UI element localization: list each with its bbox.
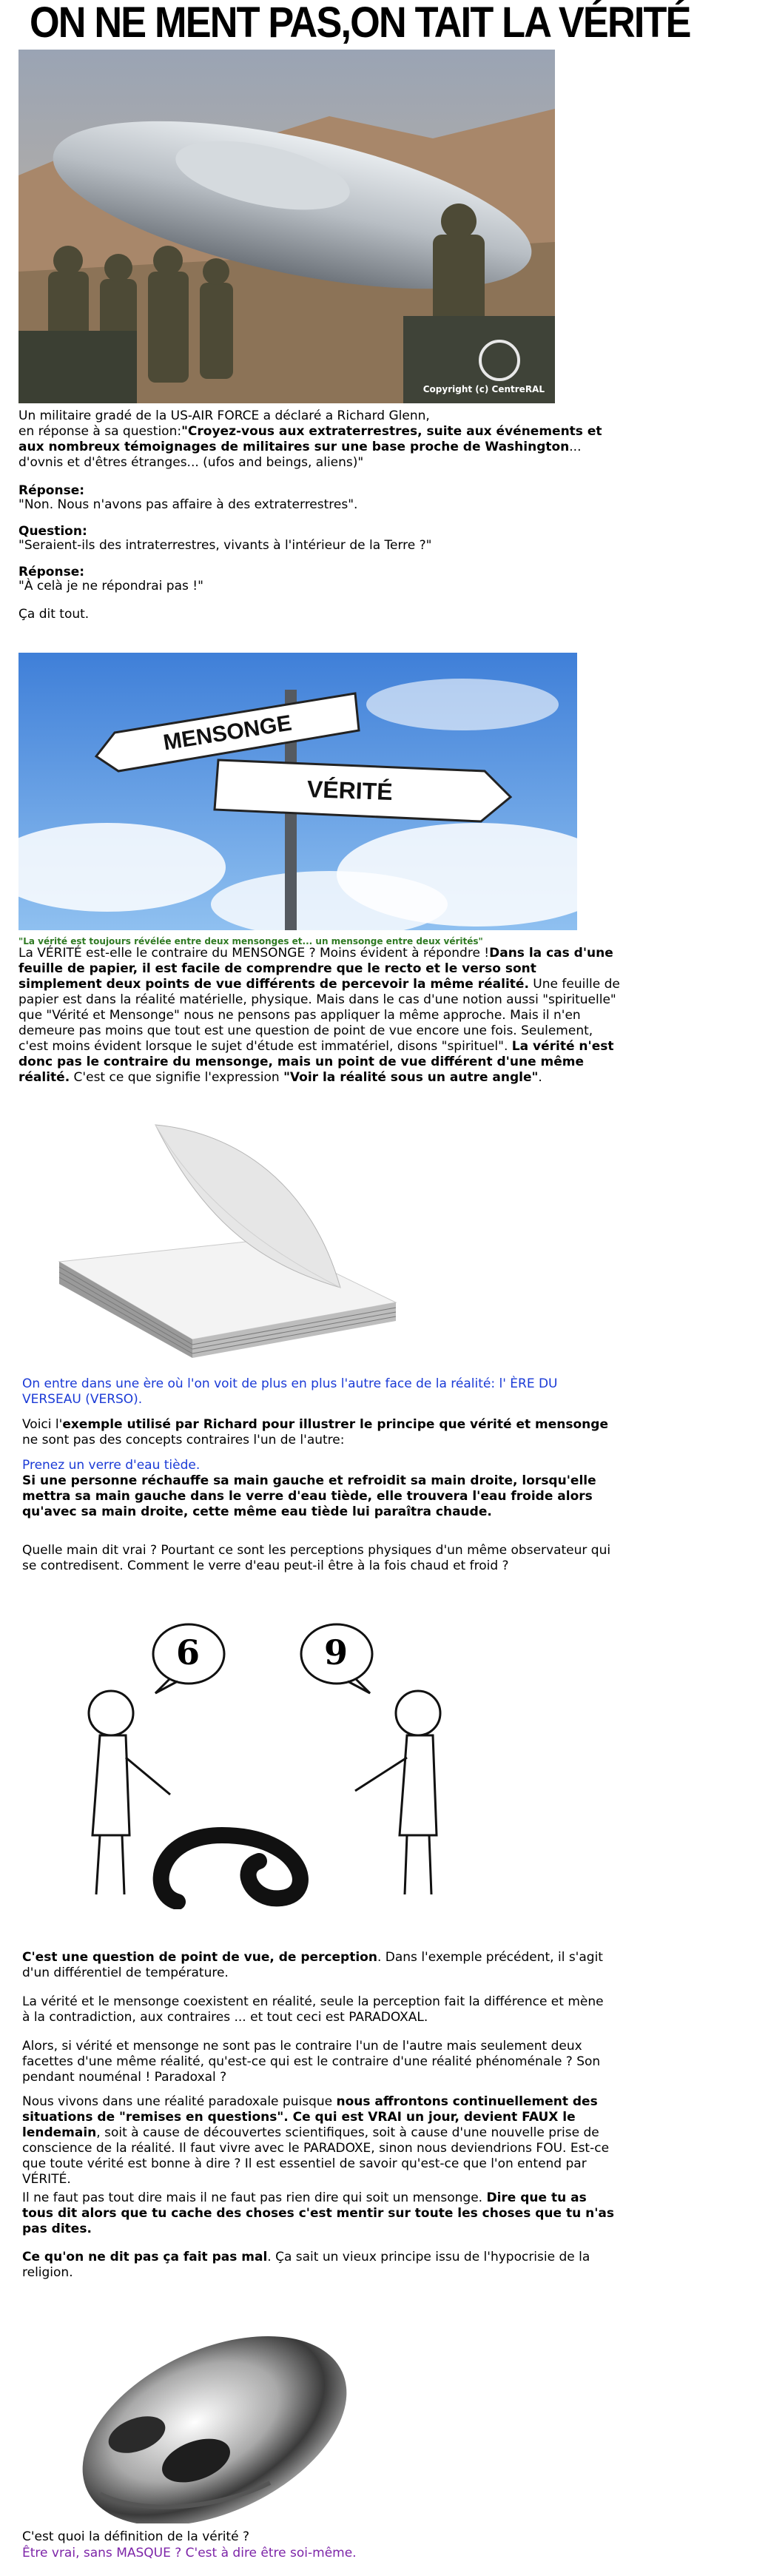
signpost-image (18, 653, 577, 930)
exemple-bold: exemple utilisé par Richard pour illustrer le principe que vérité et mensonge (62, 1417, 608, 1432)
coexistent-paragraph: La vérité et le mensonge coexistent en réalité, seule la perception fait la différence et mène à la contradiction, aux contraires ... et tout ceci est PARADOXAL. (22, 1994, 604, 2025)
paper-stack-image (44, 1117, 403, 1362)
paradoxe-bold: nous affrontons continuellement des situations de "remises en questions". Ce qui est VRAI un jour, devient FAUX le lendemain (22, 2094, 598, 2140)
bubble-right-digit: 9 (324, 1632, 349, 1672)
ufo-soldiers-image (18, 50, 555, 403)
paradoxe-paragraph (22, 2094, 614, 2187)
paradoxe-text (22, 2094, 614, 2187)
chrome-mask-image (26, 2309, 381, 2523)
verite-conclusion: La vérité n'est donc pas le contraire du mensonge, mais un point de vue différent d'une même réalité. (18, 1039, 614, 1085)
verseau-line: On entre dans une ère où l'on voit de plus en plus l'autre face de la réalité: l' ÈRE DU VERSEAU (VERSO). (22, 1376, 558, 1407)
signpost-caption: "La vérité est toujours révélée entre deux mensonges et... un mensonge entre deux vérités" (18, 936, 483, 946)
verite-paragraph (18, 946, 622, 1086)
reponse-1: "Non. Nous n'avons pas affaire à des extraterrestres". (18, 497, 358, 512)
definition-line: C'est quoi la définition de la vérité ? (22, 2529, 249, 2544)
paradoxe-tail: , soit à cause de découvertes scientifiques, soit à cause d'une nouvelle prise de conscience de la réalité. Il faut vivre avec le PARADOXE, sinon nous deviendrions FOU. Est-ce que toute vérité est bonne à dire ? Il est essentiel de savoir qu'est-ce que l'on entend par VÉRITÉ. (22, 2125, 610, 2187)
verite-period: . (538, 1070, 542, 1085)
verre-line: Prenez un verre d'eau tiède. (22, 1458, 201, 1473)
exemple-text (22, 1417, 614, 1448)
intro-question (18, 424, 618, 471)
perception-paragraph (22, 1950, 614, 1981)
paradoxe-lead: Nous vivons dans une réalité paradoxale puisque (22, 2094, 337, 2109)
exemple-tail: ne sont pas des concepts contraires l'un de l'autre: (22, 1433, 345, 1447)
chrome-mask-illustration (26, 2309, 381, 2523)
six-nine-cartoon-image (59, 1613, 474, 1909)
sign-mensonge-label: MENSONGE (161, 710, 294, 756)
ne-pas-tout-dire-bold: Dire que tu as tous dit alors que tu cache des choses c'est mentir sur toute les choses que tu n'as pas dites. (22, 2190, 614, 2236)
ufo-scene-illustration (18, 50, 555, 403)
intro-block (18, 408, 618, 471)
hypocrisie-tail: . Ça sait un vieux principe issu de l'hypocrisie de la religion. (22, 2250, 590, 2280)
verite-feuille: Dans la cas d'une feuille de papier, il est facile de comprendre que le recto et le verso sont simplement deux points de vue différents de percevoir la même réalité. (18, 946, 613, 992)
ca-dit-tout: Ça dit tout. (18, 607, 90, 622)
personne-paragraph: Si une personne réchauffe sa main gauche et refroidit sa main droite, lorsqu'elle mettra sa main gauche dans le verre d'eau tiède, elle trouvera l'eau froide alors qu'avec sa main droite, cette même eau tiède lui paraîtra chaude. (22, 1473, 596, 1519)
alors-paragraph: Alors, si vérité et mensonge ne sont pas le contraire l'un de l'autre mais seulement deux facettes d'une même réalité, qu'est-ce qui est le contraire d'une réalité phénoménale ? Son pendant nouménal ! Paradoxal ? (22, 2039, 601, 2085)
reponse-2: "À celà je ne répondrai pas !" (18, 579, 203, 593)
signpost-illustration (18, 653, 577, 930)
quelle-main-paragraph: Quelle main dit vrai ? Pourtant ce sont les perceptions physiques d'un même observateur qui se contredisent. Comment le verre d'eau peut-il être à la fois chaud et froid ? (22, 1543, 611, 1573)
exemple-lead: Voici l' (22, 1417, 63, 1432)
label-question: Question: (18, 524, 87, 539)
intro-question-bold: "Croyez-vous aux extraterrestres, suite aux événements et aux nombreux témoignages de militaires sur une base proche de Washington (18, 424, 602, 454)
hypocrisie-paragraph (22, 2250, 614, 2281)
intro-line-1: Un militaire gradé de la US-AIR FORCE a déclaré a Richard Glenn, (18, 408, 430, 423)
ne-pas-tout-dire-paragraph (22, 2190, 614, 2237)
question: "Seraient-ils des intraterrestres, vivants à l'intérieur de la Terre ?" (18, 538, 432, 553)
paper-stack-illustration (44, 1117, 403, 1362)
intro-question-tail: ... d'ovnis et d'êtres étranges... (ufos and beings, aliens)" (18, 440, 582, 470)
verite-text (18, 946, 622, 1086)
perception-text (22, 1950, 614, 1981)
bubble-left-digit: 6 (176, 1632, 201, 1672)
ne-pas-tout-dire-lead: Il ne faut pas tout dire mais il ne faut pas rien dire qui soit un mensonge. (22, 2190, 487, 2205)
label-reponse-2: Réponse: (18, 565, 85, 579)
verite-intro: La VÉRITÉ est-elle le contraire du MENSONGE ? Moins évident à répondre ! (18, 946, 490, 961)
intro-question-lead: en réponse à sa question: (18, 424, 182, 439)
exemple-paragraph (22, 1417, 614, 1448)
label-reponse-1: Réponse: (18, 483, 85, 498)
perception-tail: . Dans l'exemple précédent, il s'agit d'un différentiel de température. (22, 1950, 603, 1980)
verite-expression: "Voir la réalité sous un autre angle" (283, 1070, 539, 1085)
hypocrisie-text (22, 2250, 614, 2281)
hypocrisie-bold: Ce qu'on ne dit pas ça fait pas mal (22, 2250, 268, 2264)
etre-vrai-line: Être vrai, sans MASQUE ? C'est à dire être soi-même. (22, 2546, 357, 2560)
page-title: ON NE MENT PAS,ON TAIT LA VÉRITÉ (30, 0, 690, 47)
perception-bold: C'est une question de point de vue, de perception (22, 1950, 377, 1965)
image-copyright: Copyright (c) CentreRAL (422, 384, 545, 394)
ne-pas-tout-dire-text (22, 2190, 614, 2237)
verite-body: Une feuille de papier est dans la réalité matérielle, physique. Mais dans le cas d'une notion aussi "spirituelle" que "Vérité et Mensonge" nous ne pensons pas appliquer la même approche. Mais il n'en demeure pas moins que tout est une question de point de vue encore une fois. Seulement, c'est moins évident lorsque le sujet d'étude est immatériel, disons "spirituel". (18, 977, 620, 1054)
sign-verite-label: VÉRITÉ (306, 775, 394, 806)
six-nine-cartoon (59, 1613, 474, 1909)
verite-expression-lead: C'est ce que signifie l'expression (70, 1070, 284, 1085)
